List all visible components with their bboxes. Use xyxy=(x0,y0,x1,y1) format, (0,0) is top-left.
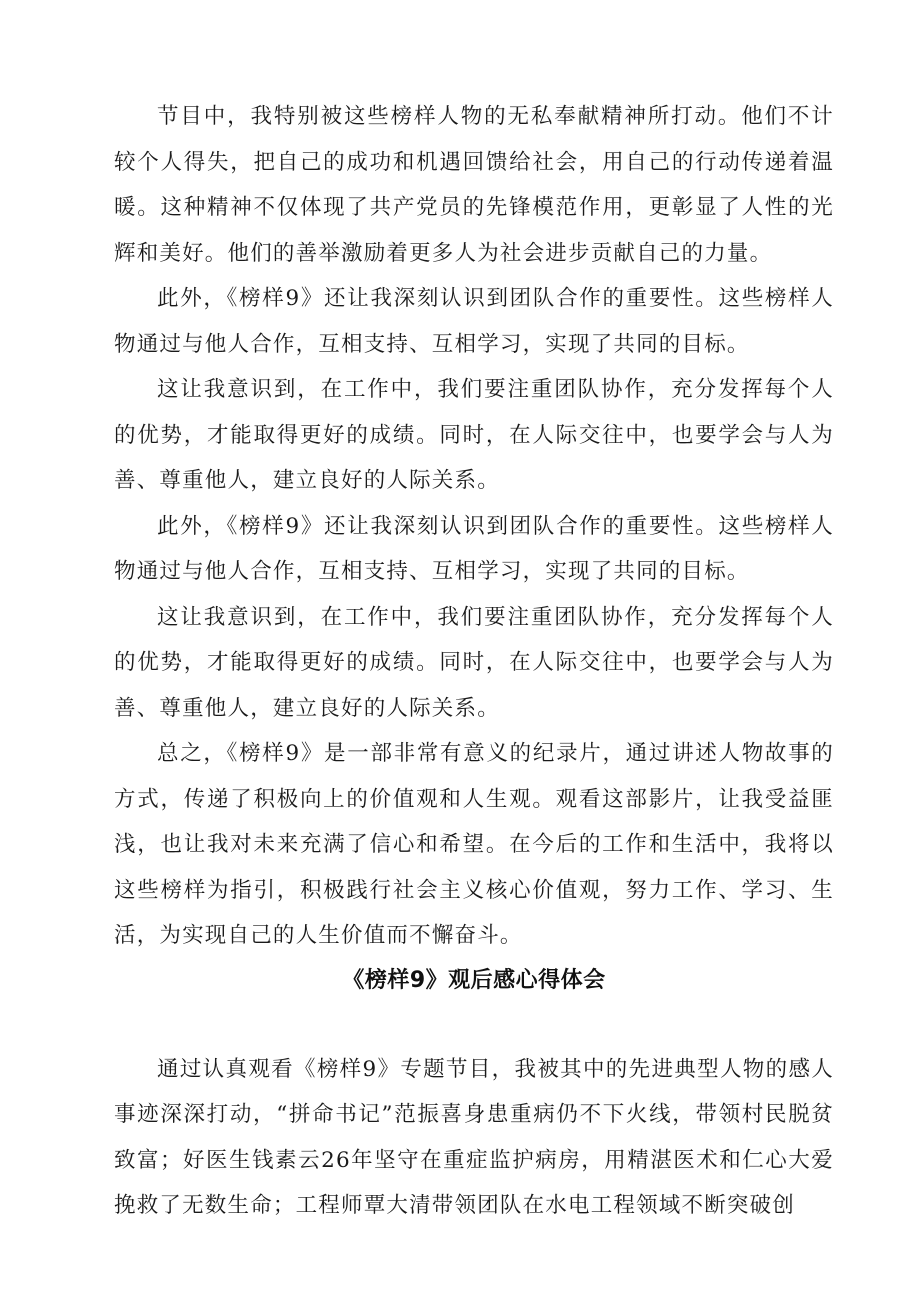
document-page xyxy=(114,94,834,1229)
section-title: 《榜样9》观后感心得体会 xyxy=(342,967,606,993)
paragraph-second-essay-intro: 通过认真观看《榜样9》专题节目，我被其中的先进典型人物的感人事迹深深打动，“拼命书记”范振喜身患重病仍不下火线，带领村民脱贫致富；好医生钱素云26年坚守在重症监护病房，用精湛医术和仁心大爱挽救了无数生命；工程师覃大清带领团队在水电工程领域不断突破创 xyxy=(114,1056,834,1218)
title-spacer xyxy=(114,1003,834,1047)
paragraph-realization-2: 这让我意识到，在工作中，我们要注重团队协作，充分发挥每个人的优势，才能取得更好的成绩。同时，在人际交往中，也要学会与人为善、尊重他人，建立良好的人际关系。 xyxy=(114,604,834,721)
paragraph-realization-1: 这让我意识到，在工作中，我们要注重团队协作，充分发挥每个人的优势，才能取得更好的成绩。同时，在人际交往中，也要学会与人为善、尊重他人，建立良好的人际关系。 xyxy=(114,377,834,493)
paragraph-selfless-dedication: 节目中，我特别被这些榜样人物的无私奉献精神所打动。他们不计较个人得失，把自己的成功和机遇回馈给社会，用自己的行动传递着温暖。这种精神不仅体现了共产党员的先锋模范作用，更彰显了人性的光辉和美好。他们的善举激励着更多人为社会进步贡献自己的力量。 xyxy=(114,104,834,266)
paragraph-teamwork-1: 此外，《榜样9》还让我深刻认识到团队合作的重要性。这些榜样人物通过与他人合作，互相支持、互相学习，实现了共同的目标。 xyxy=(114,286,834,357)
paragraph-teamwork-2: 此外，《榜样9》还让我深刻认识到团队合作的重要性。这些榜样人物通过与他人合作，互相支持、互相学习，实现了共同的目标。 xyxy=(114,513,834,584)
paragraph-conclusion: 总之，《榜样9》是一部非常有意义的纪录片，通过讲述人物故事的方式，传递了积极向上的价值观和人生观。观看这部影片，让我受益匪浅，也让我对未来充满了信心和希望。在今后的工作和生活中，我将以这些榜样为指引，积极践行社会主义核心价值观，努力工作、学习、生活，为实现自己的人生价值而不懈奋斗。 xyxy=(114,741,834,948)
